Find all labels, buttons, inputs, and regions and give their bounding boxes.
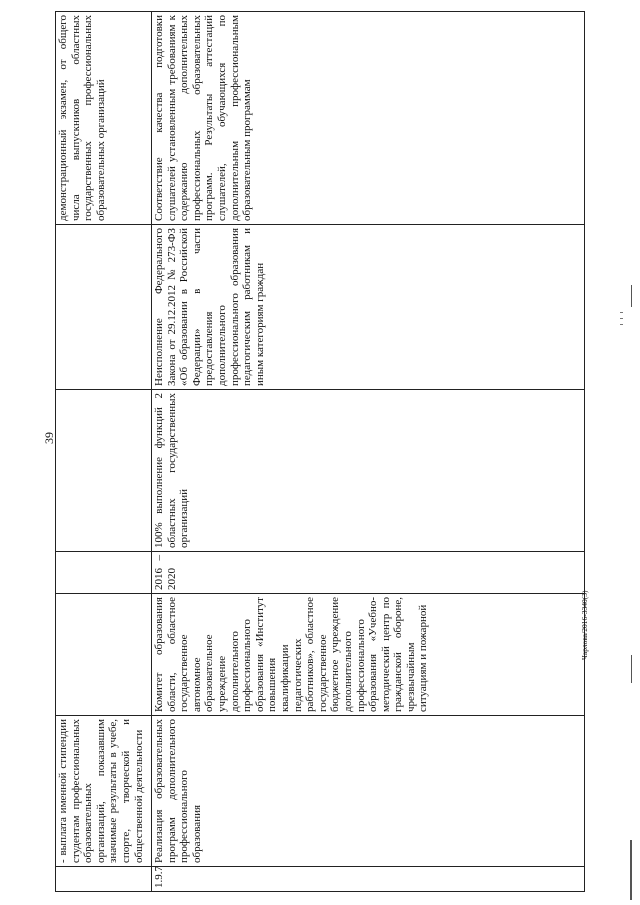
table-row — [56, 12, 152, 892]
scan-edge-mark — [631, 285, 632, 307]
document-footer-code: Чарлова/2016-3340(3) — [580, 590, 589, 660]
measure-number-cell: 1.9.7 — [152, 867, 585, 892]
executor-cell — [56, 594, 152, 716]
risk-cell: Неисполнение Федерального Закона от 29.12.2012 № 273-ФЗ «Об образовании в Российской Федерации» в части предоставления дополнительного профессионального образования педагогическим работникам и иным категориям граждан — [152, 225, 585, 390]
risk-cell — [56, 225, 152, 390]
result-cell — [56, 390, 152, 552]
table-row — [152, 12, 585, 892]
scan-speck — [620, 318, 623, 319]
indicator-cell: Соответствие качества подготовки слушателей установленным требованиям к содержанию дополнительных профессиональных образовательных программ. Результаты аттестаций слушателей, обучающихся по дополнительным профессиональным образовательным программам — [152, 12, 585, 225]
page-number: 39 — [42, 432, 56, 444]
measure-number-cell — [56, 867, 152, 892]
rotated-table-wrapper — [55, 12, 585, 892]
scan-speck — [620, 312, 623, 313]
executor-cell: Комитет образования области, областное государственное автономное образовательное учреждение дополнительного профессионального образования «Институт повышения квалификации педагогических работников», областное государственное бюджетное учреждение дополнительного профессионального образования «Учебно-методический центр по гражданской обороне, чрезвычайным ситуациям и пожарной — [152, 594, 585, 716]
period-cell — [56, 552, 152, 594]
indicator-cell: демонстрационный экзамен, от общего числа выпускников областных государственных профессиональных образовательных организаций — [56, 12, 152, 225]
scan-speck — [620, 324, 623, 325]
scan-edge-mark — [630, 840, 632, 900]
program-measures-table — [55, 11, 585, 892]
period-cell: 2016 – 2020 — [152, 552, 585, 594]
scan-edge-mark — [631, 655, 632, 683]
result-cell: 100% выполнение функций 2 областных государственных организаций — [152, 390, 585, 552]
measure-name-cell: Реализация образовательных программ дополнительного профессионального образования — [152, 716, 585, 867]
measure-name-cell: - выплата именной стипендии студентам профессиональных образовательных организаций, показавшим значимые результаты в учебе, спорте, творческой и общественной деятельности — [56, 716, 152, 867]
